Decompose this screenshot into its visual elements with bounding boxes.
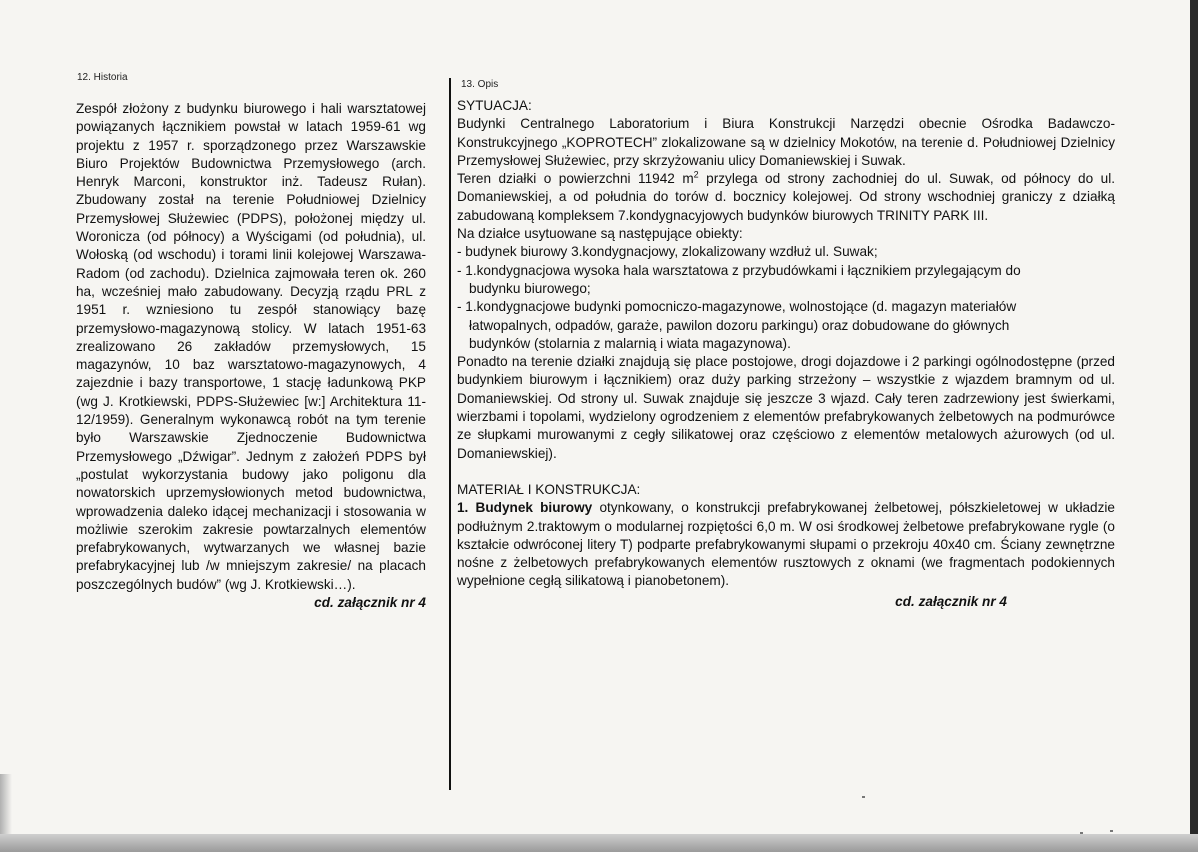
object-list-item-1: - budynek biurowy 3.kondygnacjowy, zlokalizowany wzdłuż ul. Suwak; bbox=[457, 244, 878, 260]
section-heading-historia: 12. Historia bbox=[77, 72, 128, 83]
column-divider bbox=[449, 78, 451, 790]
history-body: Zespół złożony z budynku biurowego i hali warsztatowej powiązanych łącznikiem powstał w latach 1959-61 wg projektu z 1957 r. sporządzonego przez Warszawskie Biuro Projektów Budownictwa Przemysłowego (arch. Henryk Marconi, konstruktor inż. Tadeusz Rułan). Zbudowany został na terenie Południowej Dzielnicy Przemysłowej Służewiec (PDPS), położonej między ul. Woronicza (od północy) a Wyścigami (od południa), ul. Wołoską (od wschodu) i torami linii kolejowej Warszawa-Radom (od zachodu). Dzielnica zajmowała teren ok. 260 ha, wcześniej mało zabudowany. Decyzją rządu PRL z 1951 r. wzniesiono tu zespół stanowiący bazę przemysłowo-magazynową stolicy. W latach 1951-63 zrealizowano 26 zakładów przemysłowych, 15 magazynów, 10 baz warsztatowo-magazynowych, 4 zajezdnie i bazy transportowe, 1 stację ładunkową PKP (wg J. Krotkiewski, PDPS-Służewiec [w:] Architektura 11-12/1959). Generalnym wykonawcą robót na tym terenie było Warszawskie Zjednoczenie Budownictwa Przemysłowego „Dźwigar”. Jednym z założeń PDPS był „postulat wykorzystania budowy jako poligonu dla nowatorskich uprzemysłowionych metod budownictwa, wprowadzenia daleko idącej mechanizacji i stosowania w możliwie szerokim zakresie powtarzalnych elementów prefabrykowanych, wytwarzanych we własnej bazie prefabrykacyjnej lub /w mniejszym zakresie/ na placach poszczególnych budów” (wg J. Krotkiewski…). bbox=[76, 101, 426, 592]
situation-paragraph-2 bbox=[457, 170, 1115, 225]
scan-edge-right bbox=[1190, 0, 1198, 852]
history-text bbox=[76, 100, 426, 611]
object-list-item-2-cont: budynku biurowego; bbox=[469, 280, 591, 296]
scan-speck bbox=[1080, 832, 1083, 834]
history-appendix-ref: cd. załącznik nr 4 bbox=[314, 595, 426, 611]
material-paragraph-1 bbox=[457, 499, 1115, 590]
situation-paragraph-1: Budynki Centralnego Laboratorium i Biura Konstrukcji Narzędzi obecnie Ośrodka Badawczo-Konstrukcyjnego „KOPROTECH” zlokalizowane są w dzielnicy Mokotów, na terenie d. Południowej Dzielnicy Przemysłowej Służewiec, przy skrzyżowaniu ulicy Domaniewskiej i Suwak. bbox=[457, 116, 1115, 168]
material-title: MATERIAŁ I KONSTRUKCJA: bbox=[457, 481, 641, 497]
object-list-item-3-cont-2: budynków (stolarnia z malarnią i wiata magazynowa). bbox=[469, 335, 791, 351]
description-column bbox=[457, 97, 1115, 611]
scan-speck bbox=[862, 796, 865, 798]
office-building-label: 1. Budynek biurowy bbox=[457, 500, 593, 516]
history-column bbox=[76, 100, 426, 612]
object-list-item-2: - 1.kondygnacjowa wysoka hala warsztatowa z przybudówkami i łącznikiem przylegającym do bbox=[457, 262, 1021, 278]
object-list-item-3-cont-1: łatwopalnych, odpadów, garaże, pawilon dozoru parkingu) oraz dobudowane do głównych bbox=[469, 317, 1010, 333]
office-building-text: otynkowany, o konstrukcji prefabrykowanej żelbetowej, półszkieletowej w układzie podłużnym 2.traktowym o modularnej rozpiętości 6,0 m. W osi środkowej żelbetowe prefabrykowane rygle (o kształcie odwróconej litery T) podparte prefabrykowanymi słupami o przekroju 40x40 cm. Ściany zewnętrzne nośne z żelbetowych prefabrykowanych elementów rusztowych z oknami (we fragmentach podokiennych wypełnione cegłą silikatową i pianobetonem). bbox=[457, 500, 1115, 589]
situation-paragraph-3: Na działce usytuowane są następujące obiekty: bbox=[457, 226, 743, 242]
description-appendix-ref: cd. załącznik nr 4 bbox=[895, 593, 1007, 609]
section-heading-opis: 13. Opis bbox=[461, 79, 499, 90]
scan-speck bbox=[1110, 830, 1113, 832]
scan-edge-shadow bbox=[0, 774, 12, 834]
situation-paragraph-4: Ponadto na terenie działki znajdują się place postojowe, drogi dojazdowe i 2 parkingi ogólnodostępne (przed budynkiem biurowym i łącznikiem) oraz duży parking strzeżony – wszystkie z wjazdem bramnym od ul. Domaniewskiej. Od strony ul. Suwak znajduje się jeszcze 3 wjazd. Cały teren zadrzewiony jest świerkami, wierzbami i topolami, wydzielony ogrodzeniem z elementów prefabrykowanych żelbetowych na podmurówce ze słupkami murowanymi z cegły silikatowej oraz częściowo z elementów metalowych ażurowych (od ul. Domaniewskiej). bbox=[457, 354, 1115, 461]
object-list-item-3: - 1.kondygnacjowe budynki pomocniczo-magazynowe, wolnostojące (d. magazyn materiałów bbox=[457, 299, 1017, 315]
situation-title: SYTUACJA: bbox=[457, 98, 532, 113]
scan-edge-bottom bbox=[0, 834, 1198, 852]
plot-area-text: Teren działki o powierzchni 11942 m bbox=[457, 171, 694, 187]
area-unit-superscript: 2 bbox=[693, 169, 699, 180]
plot-boundaries-text: przylega od strony zachodniej do ul. Suwak, od północy do ul. Domaniewskiej, a od południa do torów d. bocznicy kolejowej. Od strony wschodniej graniczy z działką zabudowaną kompleksem 7.kondygnacyjowych budynków biurowych TRINITY PARK III. bbox=[457, 171, 1115, 223]
